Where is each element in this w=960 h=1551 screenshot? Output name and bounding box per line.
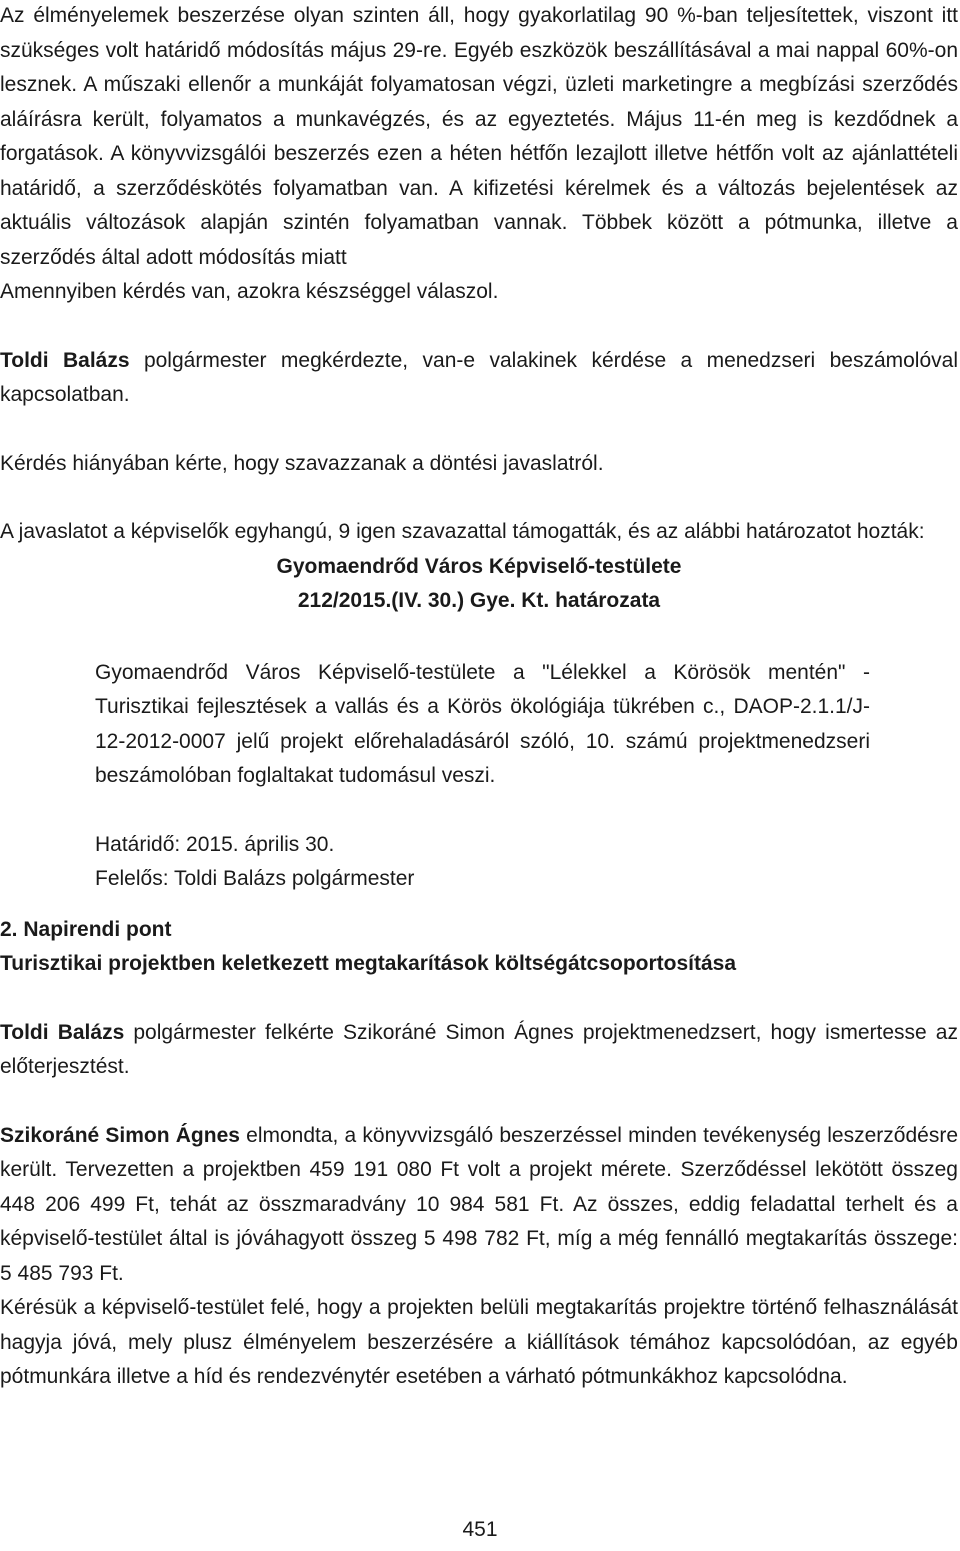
spacer [0,1085,958,1119]
manager-statement-text: elmondta, a könyvvizsgáló beszerzéssel minden tevékenység leszerződésre került. Tervezetten a projektben 459 191 080 Ft volt a projekt mérete. Szerződéssel lekötött összeg 448 206 499 Ft, tehát az összmaradvány 10 984 581 Ft. Az összes, eddig feladattal terhelt és a képviselő-testület által is jóváhagyott összeg 5 498 782 Ft, míg a még fennálló megtakarítás összege: 5 485 793 Ft. [0,1123,958,1285]
spacer [0,794,958,828]
agenda-number: 2. Napirendi pont [0,917,172,941]
resolution-number: 212/2015.(IV. 30.) Gye. Kt. határozata [297,589,661,612]
spacer [0,619,958,653]
vote-result-paragraph: A javaslatot a képviselők egyhangú, 9 igen szavazattal támogatták, és az alábbi határozatot hozták: [0,520,925,543]
mayor-question-text: polgármester megkérdezte, van-e valakinek kérdése a menedzseri beszámolóval kapcsolatban. [0,348,958,406]
mayor-request-paragraph [0,1016,958,1085]
spacer [0,982,958,1016]
page-number: 451 [462,1518,498,1541]
resolution-responsible: Felelős: Toldi Balázs polgármester [95,867,415,890]
manager-statement-paragraph [0,1119,958,1292]
spacer [0,413,958,447]
resolution-body-name: Gyomaendrőd Város Képviselő-testülete [276,554,682,578]
speaker-name: Szikoráné Simon Ágnes [0,1123,240,1147]
vote-request-paragraph: Kérdés hiányában kérte, hogy szavazzanak a döntési javaslatról. [0,451,604,475]
mayor-question-paragraph [0,344,958,413]
intro-paragraph: Az élményelemek beszerzése olyan szinten áll, hogy gyakorlatilag 90 %-ban teljesítettek, viszont itt szükséges volt határidő módosítás május 29-re. Egyéb eszközök beszállításával a mai nappal 60%-on lesznek. A műszaki ellenőr a munkáját folyamatosan végzi, üzleti marketingre a megbízási szerződés aláírásra került, folyamatos a munkavégzés, és az egyeztetés. Május 11-én meg is kezdődnek a forgatások. A könyvvizsgálói beszerzés ezen a héten hétfőn lezajlott illetve hétfőn volt az ajánlattételi határidő, a szerződéskötés folyamatban van. A kifizetési kérelmek és a változás bejelentések az aktuális változások alapján szintén folyamatban vannak. Többek között a pótmunka, illetve a szerződés által adott módosítás miatt [0,4,958,269]
agenda-title: Turisztikai projektben keletkezett megtakarítások költségátcsoportosítása [0,952,737,975]
resolution-deadline: Határidő: 2015. április 30. [95,832,335,856]
intro-closing: Amennyiben kérdés van, azokra készséggel válaszol. [0,280,499,303]
resolution-title [0,550,958,619]
resolution-text: Gyomaendrőd Város Képviselő-testülete a "Lélekkel a Körösök mentén" - Turisztikai fejlesztések a vallás és a Körös ökológiája tükrében c., DAOP-2.1.1/J-12-2012-0007 jelű projekt előrehaladásáról szóló, 10. számú projektmenedzseri beszámolóban foglaltakat tudomásul veszi. [95,660,870,787]
manager-request-paragraph: Kérésük a képviselő-testület felé, hogy a projekten belüli megtakarítás projektre történő felhasználását hagyja jóvá, mely plusz élményelem beszerzésére a kiállítások témához kapcsolódóan, az egyéb pótmunkára illetve a híd és rendezvénytér esetében a várható pótmunkákhoz kapcsolódna. [0,1296,958,1388]
speaker-name: Toldi Balázs [0,348,130,372]
spacer [0,310,958,344]
mayor-request-text: polgármester felkérte Szikoráné Simon Ágnes projektmenedzsert, hogy ismertesse az előterjesztést. [0,1020,958,1078]
spacer [0,481,958,515]
speaker-name: Toldi Balázs [0,1020,125,1044]
